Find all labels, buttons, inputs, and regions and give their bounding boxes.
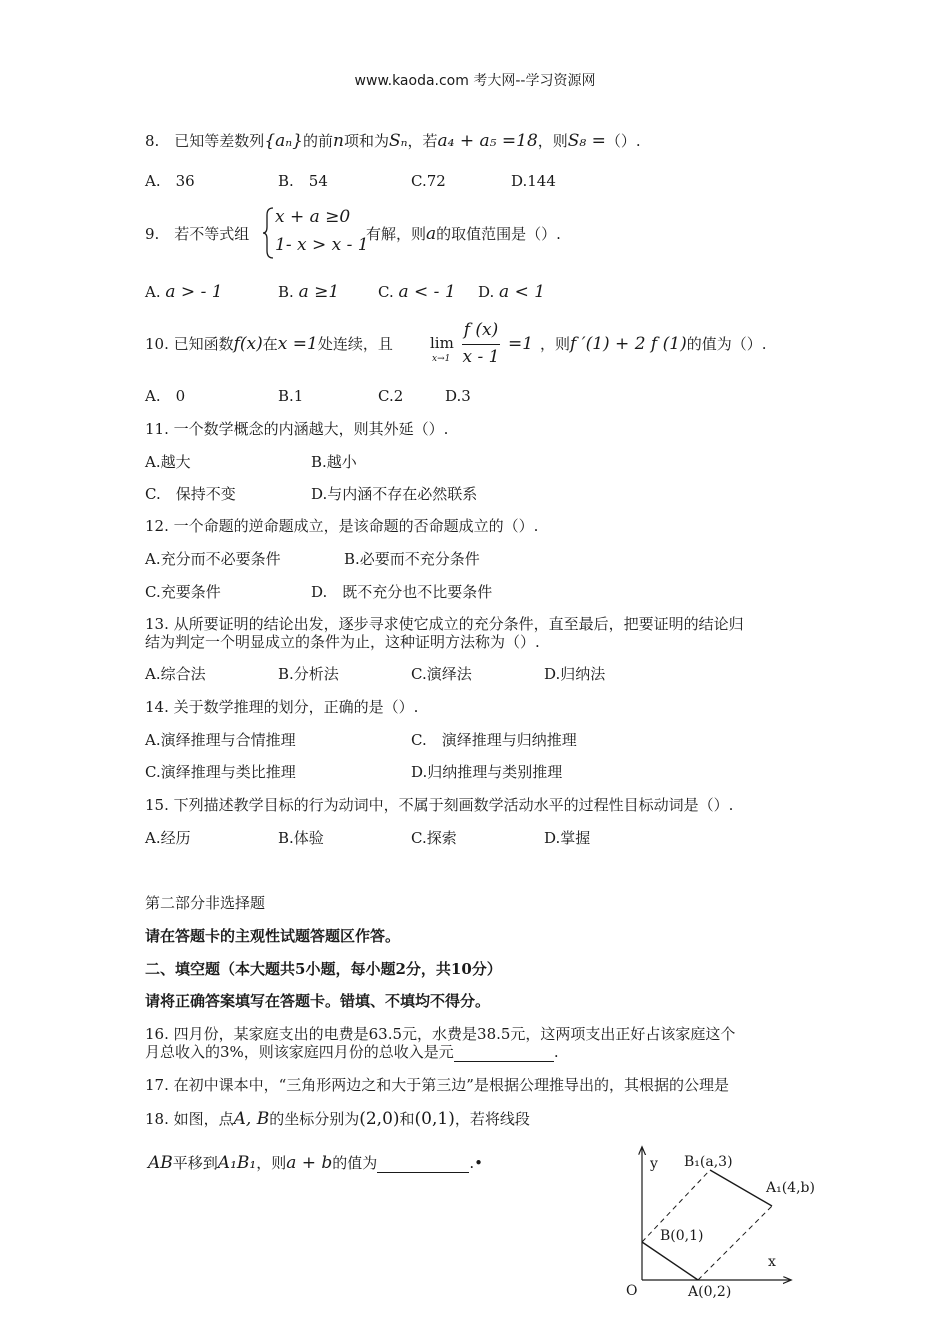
question-14-options-row1 — [145, 730, 577, 750]
question-18-stem — [145, 1109, 530, 1129]
option-c: C.充要条件 — [145, 583, 221, 601]
question-18-line2 — [148, 1153, 483, 1173]
q10-fx: f(x) — [233, 334, 263, 354]
q10-text-b: 在 — [262, 335, 278, 353]
option-b: C. 演绎推理与归纳推理 — [411, 731, 577, 749]
q10-expression: f ′(1) + 2 f (1) — [570, 334, 687, 354]
q9-inequality-1: x + a ≥0 — [275, 207, 351, 227]
question-9-stem — [145, 224, 249, 244]
option-d: D.与内涵不存在必然联系 — [311, 485, 478, 503]
q18-coord-1: (2,0) — [359, 1109, 400, 1129]
q8-text-c: 项和为 — [343, 132, 389, 150]
option-d: D.归纳推理与类别推理 — [411, 763, 563, 781]
q18-coord-2: (0,1) — [414, 1109, 455, 1129]
question-11-options-row2 — [145, 484, 477, 504]
label-a1: A₁(4,b) — [766, 1180, 815, 1196]
label-x: x — [768, 1254, 776, 1270]
option-c: C.72 — [411, 172, 446, 190]
question-10-stem-tail — [540, 334, 766, 354]
q18-text-b: 的坐标分别为 — [269, 1110, 360, 1128]
label-a: A(0,2) — [688, 1284, 732, 1300]
question-12-options-row1 — [145, 549, 480, 569]
q18-text-d: ，若将线段 — [454, 1110, 530, 1128]
q10-frac-bar — [462, 344, 500, 345]
option-c: C.演绎推理与类比推理 — [145, 763, 296, 781]
label-y: y — [650, 1156, 658, 1172]
q8-text-f: （）. — [605, 132, 641, 150]
question-13-stem-line2: 结为判定一个明显成立的条件为止，这种证明方法称为（）. — [145, 633, 540, 651]
coordinate-figure — [612, 1140, 822, 1300]
q8-text-d: ，若 — [407, 132, 438, 150]
option-a: A. 36 — [145, 172, 195, 190]
question-10-stem — [145, 334, 393, 354]
q10-lim-sub: x→1 — [432, 354, 451, 364]
q10-limit — [430, 320, 542, 370]
dashed-a-a1 — [698, 1206, 772, 1280]
brace-icon — [262, 206, 276, 260]
q8-condition: a₄ + a₅ =18 — [437, 131, 538, 151]
q10-text-d: ，则 — [540, 335, 571, 353]
q10-eq-1: =1 — [508, 334, 534, 354]
q8-sequence: {aₙ} — [264, 131, 303, 151]
part2-instruction: 请在答题卡的主观性试题答题区作答。 — [145, 927, 401, 945]
q18-ab: A, B — [233, 1109, 270, 1129]
question-12-stem: 12. 一个命题的逆命题成立，是该命题的否命题成立的（）. — [145, 517, 539, 535]
q8-s8: S₈ = — [567, 131, 606, 151]
option-b: B.越小 — [311, 453, 357, 471]
q18-text-a: 18. 如图，点 — [145, 1110, 234, 1128]
question-11-options-row1 — [145, 452, 357, 472]
q10-text-c: 处连续，且 — [317, 335, 393, 353]
option-b: B.分析法 — [278, 665, 339, 683]
question-17-stem: 17. 在初中课本中，“三角形两边之和大于第三边”是根据公理推导出的，其根据的公理是 — [145, 1076, 729, 1094]
q18-text-translate: 平移到 — [172, 1154, 218, 1172]
question-16-line1: 16. 四月份，某家庭支出的电费是63.5元，水费是38.5元，这两项支出正好占该家庭这个 — [145, 1025, 736, 1043]
q8-n: n — [333, 131, 344, 151]
question-9-options — [145, 282, 545, 302]
q18-text-value: 的值为 — [332, 1154, 378, 1172]
option-d: D. 既不充分也不比要条件 — [311, 583, 493, 601]
question-15-options — [145, 828, 590, 848]
q18-text-then: ，则 — [256, 1154, 287, 1172]
option-a: A.演绎推理与合情推理 — [145, 731, 296, 749]
q16-text: 月总收入的3%，则该家庭四月份的总收入是元 — [145, 1043, 454, 1061]
q9-a: a — [426, 224, 437, 244]
option-b: B. 54 — [278, 172, 328, 190]
option-c: C. 保持不变 — [145, 485, 236, 503]
q8-text-b: 的前 — [302, 132, 333, 150]
q10-frac-den: x - 1 — [462, 347, 500, 367]
q10-lim: lim — [430, 334, 454, 352]
option-d: D.3 — [445, 387, 471, 405]
q10-x-eq-1: x =1 — [277, 334, 318, 354]
part2-section-heading: 二、填空题（本大题共5小题，每小题2分，共10分） — [145, 960, 502, 978]
q10-text-a: 10. 已知函数 — [145, 335, 234, 353]
q18-segment-ab: AB — [148, 1153, 173, 1173]
option-a: A.充分而不必要条件 — [145, 550, 281, 568]
q18-sum: a + b — [286, 1153, 333, 1173]
option-c: C.探索 — [411, 829, 457, 847]
option-a: A.越大 — [145, 453, 191, 471]
option-d: D.掌握 — [544, 829, 591, 847]
q8-text-a: 8. 已知等差数列 — [145, 132, 265, 150]
part2-rule: 请将正确答案填写在答题卡。错填、不填均不得分。 — [145, 992, 491, 1010]
question-8-options — [145, 171, 556, 191]
q9-text-a: 9. 若不等式组 — [145, 225, 250, 243]
segment-a1b1 — [710, 1170, 772, 1206]
part2-title: 第二部分非选择题 — [145, 894, 266, 912]
q18-segment-a1b1: A₁B₁ — [217, 1153, 257, 1173]
q9-text-b: 有解，则 — [366, 225, 427, 243]
q16-answer-blank — [454, 1045, 554, 1062]
option-c: C. a < - 1 — [378, 282, 456, 302]
option-d: D.144 — [511, 172, 556, 190]
q18-text-c: 和 — [399, 1110, 415, 1128]
option-d: D.归纳法 — [544, 665, 606, 683]
option-b: B.体验 — [278, 829, 324, 847]
question-14-stem: 14. 关于数学推理的划分，正确的是（）. — [145, 698, 419, 716]
question-11-stem: 11. 一个数学概念的内涵越大，则其外延（）. — [145, 420, 449, 438]
question-12-options-row2 — [145, 582, 492, 602]
question-14-options-row2 — [145, 762, 562, 782]
question-9-stem-tail — [366, 224, 561, 244]
question-13-options — [145, 664, 605, 684]
question-10-options — [145, 386, 471, 406]
option-a: A. a > - 1 — [145, 282, 223, 302]
question-15-stem: 15. 下列描述教学目标的行为动词中，不属于刻画数学活动水平的过程性目标动词是（）. — [145, 796, 734, 814]
q10-frac-num: f (x) — [463, 320, 499, 340]
q16-end: . — [553, 1043, 559, 1061]
option-b: B.1 — [278, 387, 304, 405]
option-a: A. 0 — [145, 387, 186, 405]
option-c: C.2 — [378, 387, 404, 405]
label-b1: B₁(a,3) — [684, 1154, 733, 1170]
q9-text-c: 的取值范围是（）. — [436, 225, 561, 243]
option-a: A.综合法 — [145, 665, 206, 683]
question-13-stem-line1: 13. 从所要证明的结论出发，逐步寻求使它成立的充分条件，直至最后，把要证明的结论归 — [145, 615, 744, 633]
label-b: B(0,1) — [660, 1228, 704, 1244]
q8-sn: Sₙ — [388, 131, 408, 151]
q8-text-e: ，则 — [537, 132, 568, 150]
q18-end: .• — [469, 1154, 483, 1172]
question-16-line2 — [145, 1042, 559, 1062]
option-c: C.演绎法 — [411, 665, 472, 683]
q9-inequality-2: 1- x > x - 1 — [275, 235, 369, 255]
label-origin: O — [626, 1283, 638, 1299]
segment-ab — [642, 1242, 698, 1280]
q9-system — [262, 206, 369, 260]
q18-answer-blank — [377, 1156, 469, 1173]
option-b: B. a ≥1 — [278, 282, 340, 302]
option-a: A.经历 — [145, 829, 191, 847]
q10-text-e: 的值为（）. — [686, 335, 767, 353]
question-8-stem — [145, 131, 641, 151]
page-header: www.kaoda.com 考大网--学习资源网 — [354, 73, 596, 89]
option-d: D. a < 1 — [478, 282, 546, 302]
option-b: B.必要而不充分条件 — [344, 550, 480, 568]
